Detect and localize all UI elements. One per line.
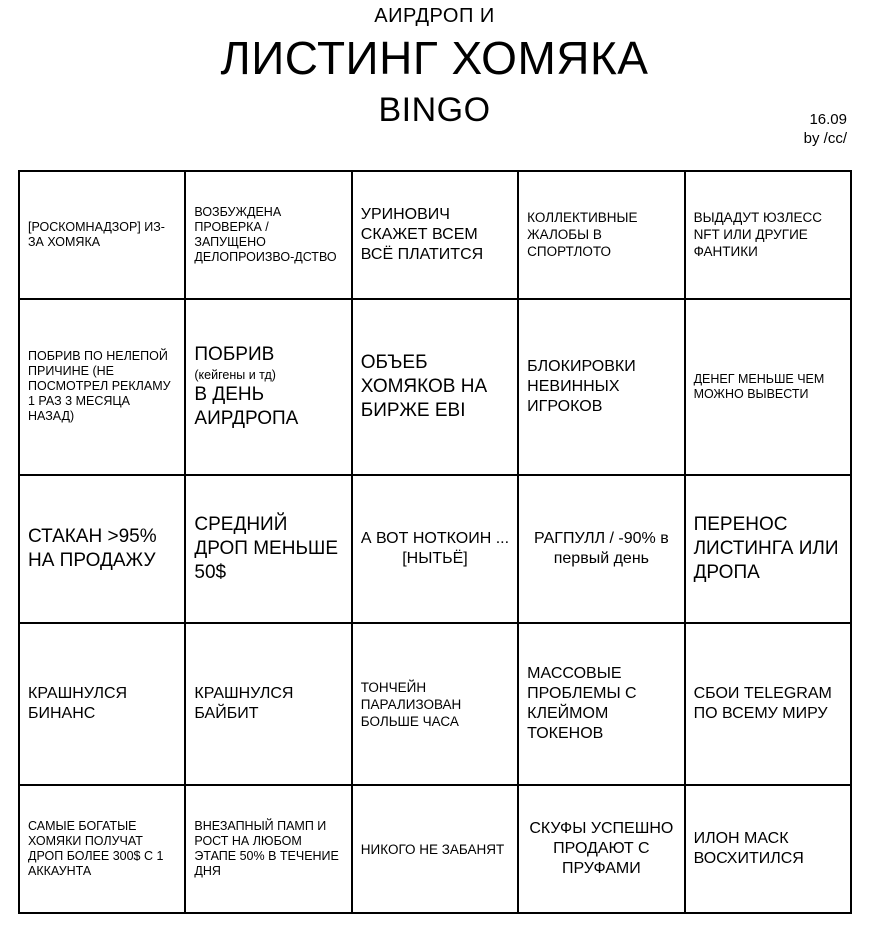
credit-block: [804, 110, 847, 148]
bingo-cell[interactable]: [518, 785, 684, 913]
bingo-cell[interactable]: [352, 475, 518, 623]
bingo-cell-text: РАГПУЛЛ / -90% в первый день: [534, 529, 669, 567]
bingo-cell-text: БЛОКИРОВКИ НЕВИННЫХ ИГРОКОВ: [527, 357, 636, 415]
bingo-cell[interactable]: [518, 299, 684, 475]
bingo-cell[interactable]: [185, 171, 351, 299]
bingo-cell[interactable]: [19, 171, 185, 299]
bingo-cell-text: САМЫЕ БОГАТЫЕ ХОМЯКИ ПОЛУЧАТ ДРОП БОЛЕЕ 300$ С 1 АККАУНТА: [28, 819, 164, 879]
bingo-cell-text: ОБЪЕБ ХОМЯКОВ НА БИРЖЕ EBI: [360, 351, 488, 421]
bingo-cell[interactable]: [185, 785, 351, 913]
title-line-1: АИРДРОП И: [374, 5, 495, 27]
bingo-cell-text: СРЕДНИЙ ДРОП МЕНЬШЕ 50$: [194, 513, 339, 583]
bingo-cell[interactable]: [518, 171, 684, 299]
bingo-row: [19, 171, 851, 299]
bingo-cell-text: КОЛЛЕКТИВНЫЕ ЖАЛОБЫ В СПОРТЛОТО: [527, 210, 638, 260]
bingo-cell-text: СКУФЫ УСПЕШНО ПРОДАЮТ С ПРУФАМИ: [529, 820, 674, 878]
bingo-cell[interactable]: [685, 171, 851, 299]
bingo-cell-text: СБОИ TELEGRAM ПО ВСЕМУ МИРУ: [693, 685, 832, 723]
bingo-cell-text: [РОСКОМНАДЗОР] ИЗ-ЗА ХОМЯКА: [28, 219, 165, 249]
bingo-cell[interactable]: [19, 623, 185, 785]
bingo-cell[interactable]: [19, 785, 185, 913]
bingo-cell-text: ВНЕЗАПНЫЙ ПАМП И РОСТ НА ЛЮБОМ ЭТАПЕ 50% В ТЕЧЕНИЕ ДНЯ: [194, 819, 339, 879]
bingo-row: [19, 623, 851, 785]
bingo-cell-text: ВОЗБУЖДЕНА ПРОВЕРКА / ЗАПУЩЕНО ДЕЛОПРОИЗВО-ДСТВО: [194, 204, 337, 264]
title-bingo: BINGO: [378, 91, 491, 129]
card-author: by /cc/: [803, 130, 847, 147]
bingo-cell-text: КРАШНУЛСЯ БАЙБИТ: [194, 685, 294, 723]
bingo-cell[interactable]: [685, 623, 851, 785]
bingo-cell-text: МАССОВЫЕ ПРОБЛЕМЫ С КЛЕЙМОМ ТОКЕНОВ: [527, 665, 637, 743]
bingo-cell-text-continued: В ДЕНЬ АИРДРОПА: [194, 383, 299, 429]
bingo-cell-text: ПОБРИВ ПО НЕЛЕПОЙ ПРИЧИНЕ (НЕ ПОСМОТРЕЛ РЕКЛАМУ 1 РАЗ 3 МЕСЯЦА НАЗАД): [28, 349, 171, 424]
bingo-cell-text: ПЕРЕНОС ЛИСТИНГА ИЛИ ДРОПА: [693, 513, 839, 583]
bingo-cell[interactable]: [352, 171, 518, 299]
bingo-cell-text: ТОНЧЕЙН ПАРАЛИЗОВАН БОЛЬШЕ ЧАСА: [360, 679, 462, 729]
bingo-grid: [18, 170, 852, 914]
title-line-2: ЛИСТИНГ ХОМЯКА: [220, 32, 649, 84]
bingo-cell[interactable]: [19, 475, 185, 623]
bingo-cell[interactable]: [352, 623, 518, 785]
bingo-cell-text: А ВОТ НОТКОИН ... [НЫТЬЁ]: [360, 529, 510, 567]
bingo-cell-text: ДЕНЕГ МЕНЬШЕ ЧЕМ МОЖНО ВЫВЕСТИ: [693, 371, 825, 401]
bingo-cell[interactable]: [685, 475, 851, 623]
bingo-cell[interactable]: [518, 475, 684, 623]
bingo-cell-subtext: (кейгены и тд): [194, 367, 276, 382]
bingo-cell-text: ВЫДАДУТ ЮЗЛЕСС NFT ИЛИ ДРУГИЕ ФАНТИКИ: [693, 210, 822, 260]
bingo-cell[interactable]: [185, 623, 351, 785]
bingo-cell[interactable]: [352, 299, 518, 475]
bingo-grid-wrapper: [18, 170, 852, 914]
bingo-row: [19, 475, 851, 623]
bingo-row: [19, 299, 851, 475]
bingo-cell-text: СТАКАН >95% НА ПРОДАЖУ: [28, 525, 157, 571]
card-header: [0, 0, 869, 130]
bingo-cell[interactable]: [185, 299, 351, 475]
bingo-cell-text: НИКОГО НЕ ЗАБАНЯТ: [360, 841, 505, 857]
bingo-cell[interactable]: [685, 785, 851, 913]
bingo-cell[interactable]: [518, 623, 684, 785]
bingo-cell[interactable]: [685, 299, 851, 475]
bingo-cell-text: ПОБРИВ: [194, 343, 275, 365]
bingo-cell-text: УРИНОВИЧ СКАЖЕТ ВСЕМ ВСЁ ПЛАТИТСЯ: [360, 205, 484, 263]
bingo-row: [19, 785, 851, 913]
bingo-cell-text: ИЛОН МАСК ВОСХИТИЛСЯ: [693, 830, 804, 868]
bingo-cell[interactable]: [19, 299, 185, 475]
bingo-cell[interactable]: [185, 475, 351, 623]
bingo-cell[interactable]: [352, 785, 518, 913]
bingo-cell-text: КРАШНУЛСЯ БИНАНС: [28, 685, 128, 723]
card-date: 16.09: [809, 111, 847, 128]
